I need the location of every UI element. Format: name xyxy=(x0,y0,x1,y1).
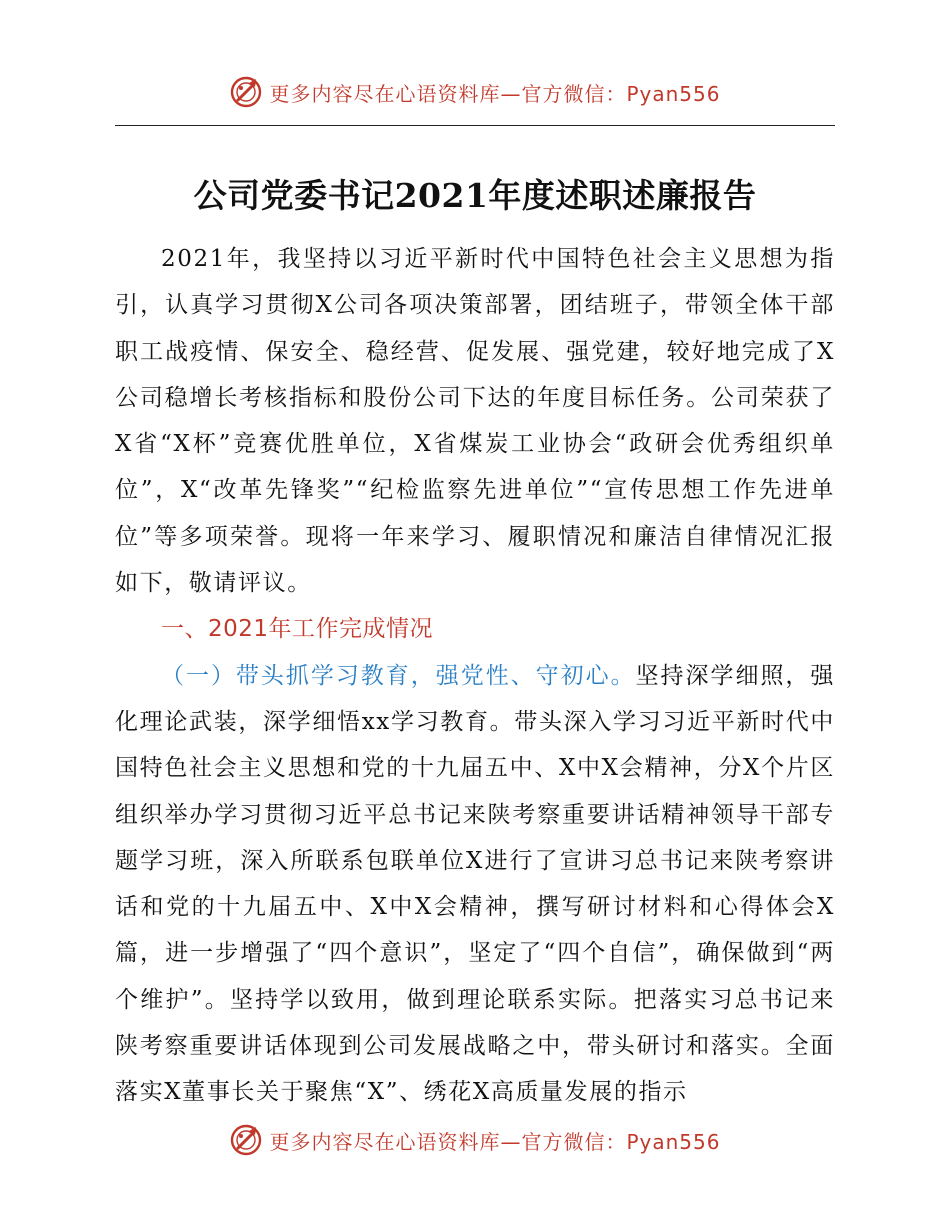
document-title: 公司党委书记2021年度述职述廉报告 xyxy=(193,176,757,215)
logo-seal-icon xyxy=(229,1123,263,1157)
watermark-text: 更多内容尽在心语资料库—官方微信：Pyan556 xyxy=(269,1129,721,1154)
header-watermark xyxy=(0,72,950,112)
watermark-text: 更多内容尽在心语资料库—官方微信：Pyan556 xyxy=(269,81,721,106)
header-divider xyxy=(115,125,835,126)
footer-watermark xyxy=(0,1120,950,1160)
subsection-paragraph xyxy=(115,653,835,1116)
subsection-body: 坚持深学细照，强化理论武装，深学细悟xx学习教育。带头深入学习习近平新时代中国特色社会主义思想和党的十九届五中、X中X会精神，分X个片区组织举办学习贯彻习近平总书记来陕考察重要讲话精神领导干部专题学习班，深入所联系包联单位X进行了宣讲习总书记来陕考察讲话和党的十九届五中、X中X会精神，撰写研讨材料和心得体会X篇，进一步增强了“四个意识”，坚定了“四个自信”，确保做到“两个维护”。坚持学以致用，做到理论联系实际。把落实习总书记来陕考察重要讲话体现到公司发展战略之中，带头研讨和落实。全面落实X董事长关于聚焦“X”、绣花X高质量发展的指示 xyxy=(115,662,835,1106)
document-body xyxy=(115,236,835,1116)
subsection-heading: （一）带头抓学习教育，强党性、守初心。 xyxy=(161,662,636,689)
logo-seal-icon xyxy=(229,75,263,109)
intro-paragraph: 2021年，我坚持以习近平新时代中国特色社会主义思想为指引，认真学习贯彻X公司各项决策部署，团结班子，带领全体干部职工战疫情、保安全、稳经营、促发展、强党建，较好地完成了X公司稳增长考核指标和股份公司下达的年度目标任务。公司荣获了X省“X杯”竞赛优胜单位，X省煤炭工业协会“政研会优秀组织单位”，X“改革先锋奖”“纪检监察先进单位”“宣传思想工作先进单位”等多项荣誉。现将一年来学习、履职情况和廉洁自律情况汇报如下，敬请评议。 xyxy=(115,246,835,597)
section-heading: 一、2021年工作完成情况 xyxy=(161,616,434,643)
